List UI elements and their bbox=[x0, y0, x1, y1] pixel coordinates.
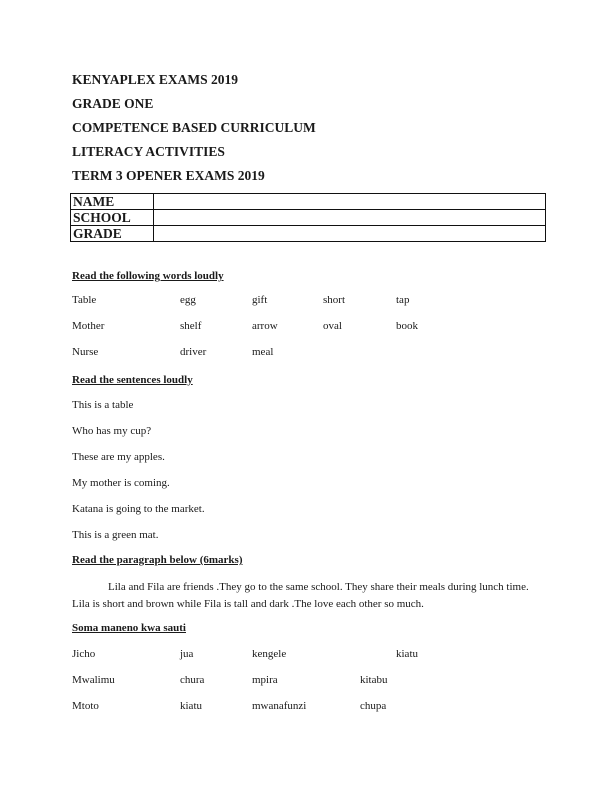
sentence: Katana is going to the market. bbox=[72, 503, 205, 515]
word: mwanafunzi bbox=[252, 700, 307, 712]
word: shelf bbox=[180, 320, 202, 332]
sentence: This is a green mat. bbox=[72, 529, 159, 541]
section-title: Read the paragraph below (6marks) bbox=[72, 554, 243, 566]
sentence: My mother is coming. bbox=[72, 477, 170, 489]
word: Nurse bbox=[72, 346, 99, 358]
word: meal bbox=[252, 346, 274, 358]
word: kiatu bbox=[396, 648, 418, 660]
word: tap bbox=[396, 294, 410, 306]
word: jua bbox=[180, 648, 194, 660]
word: mpira bbox=[252, 674, 278, 686]
word: Jicho bbox=[72, 648, 96, 660]
grade-label: GRADE bbox=[71, 226, 154, 242]
word: Mother bbox=[72, 320, 105, 332]
header-line: LITERACY ACTIVITIES bbox=[72, 144, 225, 159]
section-title: Read the sentences loudly bbox=[72, 374, 193, 386]
word: chupa bbox=[360, 700, 387, 712]
name-label: NAME bbox=[71, 194, 154, 210]
section-title: Soma maneno kwa sauti bbox=[72, 622, 186, 634]
student-info-table bbox=[70, 193, 546, 242]
school-label: SCHOOL bbox=[71, 210, 154, 226]
word: chura bbox=[180, 674, 205, 686]
word: kengele bbox=[252, 648, 287, 660]
grade-field[interactable] bbox=[154, 226, 546, 242]
word: kitabu bbox=[360, 674, 388, 686]
sentence: These are my apples. bbox=[72, 451, 165, 463]
header-line: KENYAPLEX EXAMS 2019 bbox=[72, 72, 239, 87]
word: Mwalimu bbox=[72, 674, 115, 686]
header-line: TERM 3 OPENER EXAMS 2019 bbox=[72, 168, 265, 183]
word: arrow bbox=[252, 320, 278, 332]
reading-paragraph: Lila and Fila are friends .They go to the same school. They share their meals during lunch time. Lila is short and brown while Fila is tall and dark .The love each other so much. bbox=[72, 581, 529, 610]
word: gift bbox=[252, 294, 268, 306]
header-line: GRADE ONE bbox=[72, 96, 154, 111]
word: oval bbox=[323, 320, 342, 332]
name-field[interactable] bbox=[154, 194, 546, 210]
word: Mtoto bbox=[72, 700, 99, 712]
sentence: Who has my cup? bbox=[72, 425, 152, 437]
header-line: COMPETENCE BASED CURRICULUM bbox=[72, 120, 316, 135]
section-title: Read the following words loudly bbox=[72, 270, 224, 282]
word: kiatu bbox=[180, 700, 202, 712]
word: book bbox=[396, 320, 418, 332]
word: Table bbox=[72, 294, 97, 306]
word: driver bbox=[180, 346, 207, 358]
word: short bbox=[323, 294, 345, 306]
word: egg bbox=[180, 294, 196, 306]
school-field[interactable] bbox=[154, 210, 546, 226]
sentence: This is a table bbox=[72, 399, 134, 411]
